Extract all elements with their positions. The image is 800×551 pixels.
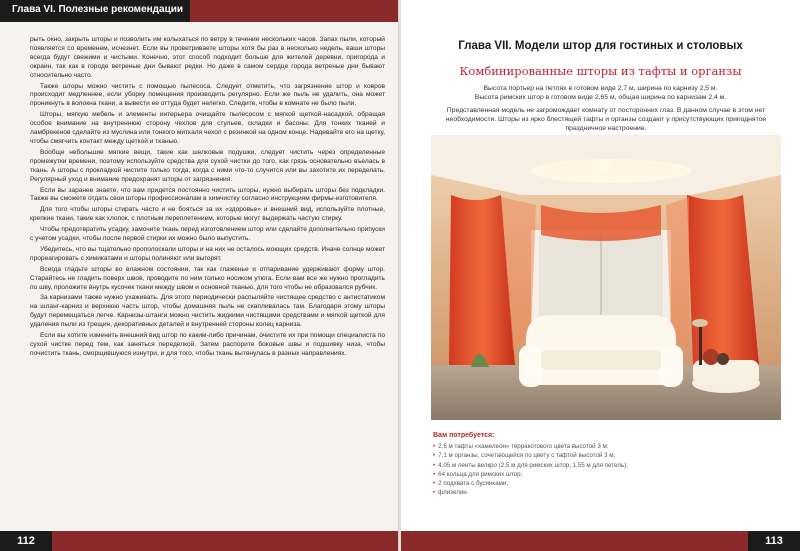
list-item: • 7,1 м органзы, сочетающейся по цвету с тафтой высотой 3 м; [433,452,616,460]
list-item-text: 2 подхвата с бусинками; [438,480,509,488]
list-item: • 64 кольца для римских штор; [433,470,523,478]
paragraph: Шторы, мягкую мебель и элементы интерьера очищайте пылесосом с мягкой щеткой-насадкой, обращая особое внимание на внутреннюю сторону чехлов для стульев, складки и басоны. Для тонких тканей и ламбрекенов сделайте из муслина или тонкого миткаля чехол с резинкой на одном конце. Надевайте его на щетку, чтобы смягчить контакт между щеткой и тканью. [30,111,385,145]
paragraph: Чтобы предотвратить усадку, замочите ткань перед изготовлением штор или сделайте дополнительно припуски с учетом усадки, чтобы после первой стирки их можно было выпустить. [30,226,385,243]
list-item-text: флизелин. [438,489,469,497]
paragraph: Вообще небольшие мягкие вещи, такие как шелковые подушки, следует чистить через определенные промежутки времени, поэтому используйте средства для сухой чистки до того, как грязь основательно въелась в ткань. А шторы с прокладкой чистите только тогда, когда с ними что-то случится или вы захотите их переделать. Регулярный уход и внимание предохранят шторы от загрязнения. [30,148,385,183]
left-header-bar [0,0,399,22]
roman-shade-dimensions: Высота римских штор в готовом виде 2,65 м, общая ширина по карнизам 2,4 м. [474,94,727,101]
paragraph: За карнизами также нужно ухаживать. Для этого периодически распыляйте чистящее средство с антистатиком на шланг-карниз и верхнюю часть штор, чтобы домашняя пыль не скапливалась там. Благодаря этому шторы будут перемещаться легче. Карнизы-штанги можно чистить жидкими чистящими средствами и мягкой щеткой для удаления пыли из трещин, декоративных деталей и внутренней стороны колец карниза. [30,294,385,329]
chapter-header: Глава VI. Полезные рекомендации [12,4,184,15]
right-page-number: 113 [748,531,800,551]
paragraph: Для того чтобы шторы стирать часто и не бояться за их «здоровье» и внешний вид, используйте плотные, крепкие ткани, такие как хлопок, с плотным переплетением, которые могут выдержать частую стирку. [30,206,385,223]
paragraph: Если вы заранее знаете, что вам придется постоянно чистить шторы, нужно выбирать шторы без подкладки. Также вы сможете отдать свои шторы профессионалам в химчистку согласно инструкциям фирмы-изготовителя. [30,186,385,203]
chapter-title: Глава VII. Модели штор для гостиных и столовых [458,40,743,52]
list-item-text: 7,1 м органзы, сочетающейся по цвету с тафтой высотой 3 м; [438,452,616,460]
paragraph: Всегда гладьте шторы во влажном состоянии, так как глаженье и отпаривание удерживают форму штор. Старайтесь не гладить поверх швов, проводите по ним только носиком утюга. Если вам все же нужно прогладить по шву, проложите внутрь кусочек ткани между швом и основной тканью, для того чтобы не образовался рубчик. [30,265,385,291]
list-item: • 2 подхвата с бусинками; [433,480,509,488]
right-footer-bar [401,531,800,551]
materials-title: Вам потребуется: [433,432,495,439]
materials-items [433,442,783,498]
list-item: • флизелин. [433,489,469,497]
list-item-text: 2,6 м тафты «хамелеон» терракотового цвета высотой 3 м; [438,443,609,450]
living-room-illustration [431,135,781,420]
model-description: Представленная модель не загромождает комнату от посторонних глаз. В данном случае в этом нет необходимости. Шторы из ярко блестящей тафты и органзы создают у присутствующих приподнятое праздничное настроение. [445,107,767,132]
list-item: • 4,05 м ленты велкро (2,5 м для римских штор, 1,55 м для петель); [433,461,628,469]
left-body-text [30,36,385,361]
paragraph: рыть окно, закрыть шторы и позволить им колыхаться по ветру в течение нескольких часов. Запах пыли, который появляется со временем, исчезнет. Если вы проветриваете шторы хотя бы раз в несколько недель, ваши шторы всегда будут свежими и чистыми. Конечно, этот способ подходит больше для жителей деревни, пригорода и окраин, так как в городе ветреные дни бывают редки. Но даже в самом сердце города ветреные дни бывают относительно часто. [30,36,385,79]
materials-list [433,432,783,498]
list-item-text: 64 кольца для римских штор; [438,470,523,478]
paragraph: Если вы хотите изменить внешний вид штор по каким-либо причинам, очистите их при помощи специалиста по сухой чистке перед тем, как заняться переделкой. Затем распорите боковые швы и подшивку низа, чтобы почистить ткань, сморщившуюся изнутри, и для того, чтобы ткань вытянулась в разных направлениях. [30,332,385,357]
paragraph: Убедитесь, что вы тщательно прополоскали шторы и на них не осталось моющих средств. Иначе солнце может прореагировать с химикатами и шторы полиняют или выгорят. [30,245,385,262]
paragraph: Также шторы можно чистить с помощью пылесоса. Следует отметить, что загрязнение штор и ковров происходит медленнее, если уборку помещения производить регулярно. Если же пыль не удалить, она может проникнуть в волокна ткани, а вывести ее оттуда будет нелегко. Следите, чтобы в комнате не было пыли. [30,82,385,108]
list-item-text: 4,05 м ленты велкро (2,5 м для римских штор, 1,55 м для петель); [438,461,628,469]
portiere-dimensions: Высота портьер на петлях в готовом виде 2,7 м, ширина по карнизу 2,5 м. [483,85,718,92]
list-item: • 2,6 м тафты «хамелеон» терракотового цвета высотой 3 м; [433,443,609,450]
model-subtitle: Комбинированные шторы из тафты и органзы [459,64,742,78]
left-footer-bar [0,531,399,551]
left-page [0,0,399,551]
right-page [401,0,800,551]
left-page-number: 112 [0,531,52,551]
living-room-photo [431,135,781,420]
